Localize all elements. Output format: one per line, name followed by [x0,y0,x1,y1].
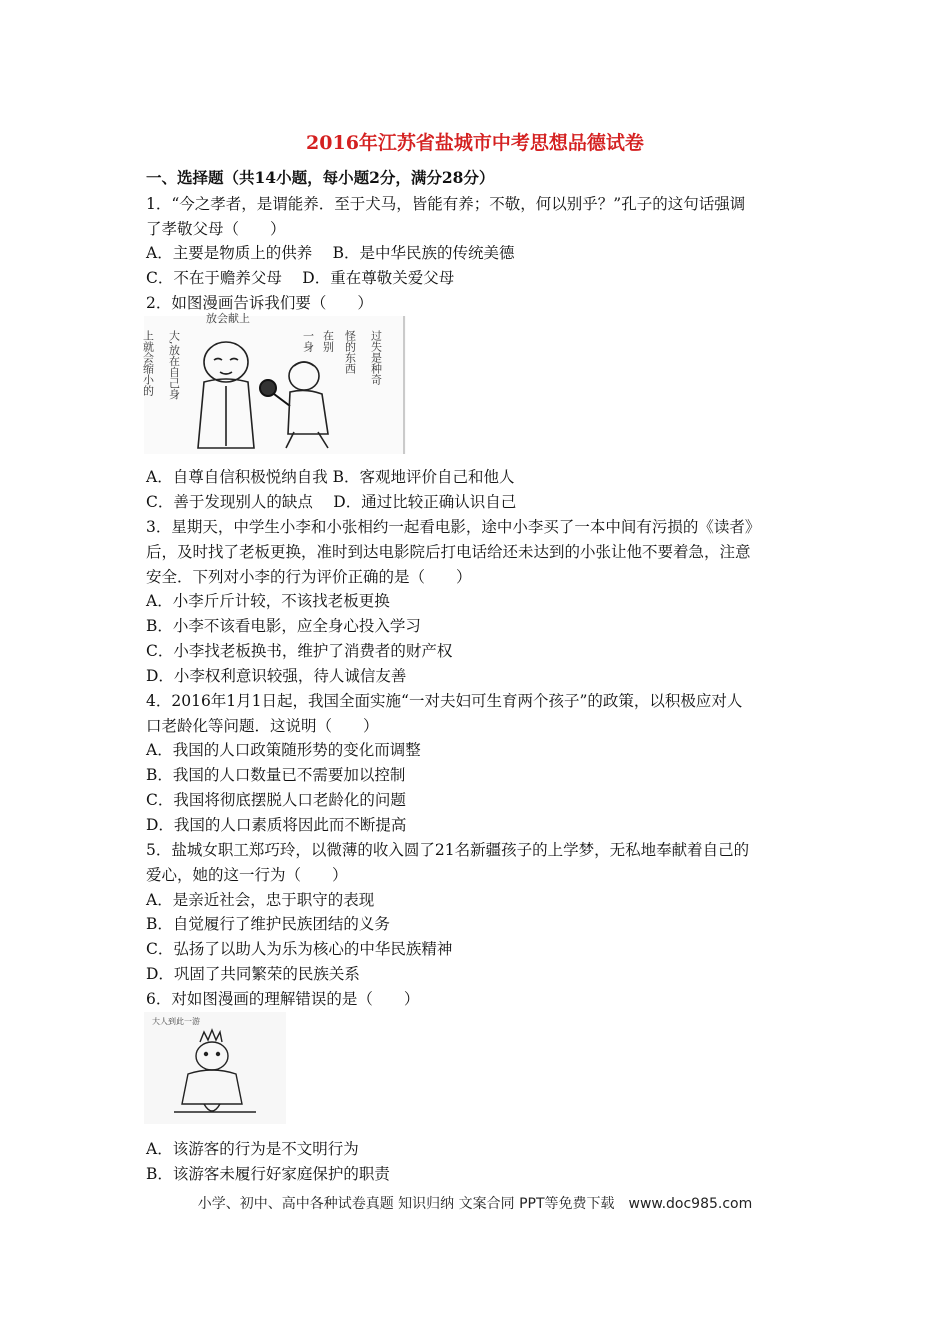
cartoon-text-col2: 大,放在自己身 [167,330,181,400]
q4-stem-line1: 4．2016年1月1日起，我国全面实施“一对夫妇可生育两个孩子”的政策，以积极应对人 [146,692,743,710]
cartoon-text-col4: 一身 [301,330,315,352]
q3-stem-line3: 安全．下列对小李的行为评价正确的是（ ） [146,568,472,586]
q5-option-b: B．自觉履行了维护民族团结的义务 [146,915,390,933]
q3-option-d: D．小李权利意识较强，待人诚信友善 [146,667,407,685]
q3-option-b: B．小李不该看电影，应全身心投入学习 [146,617,421,635]
q3-option-c: C．小李找老板换书，维护了消费者的财产权 [146,642,453,660]
q1-stem-line1: 1．“今之孝者，是谓能养．至于犬马，皆能有养；不敬，何以别乎？”孔子的这句话强调 [146,195,746,213]
q4-option-b: B．我国的人口数量已不需要加以控制 [146,766,406,784]
q5-stem-line2: 爱心，她的这一行为（ ） [146,866,348,884]
q4-option-d: D．我国的人口素质将因此而不断提高 [146,816,407,834]
q2-options-cd: C．善于发现别人的缺点 D．通过比较正确认识自己 [146,493,517,511]
q3-stem-line2: 后，及时找了老板更换，准时到达电影院后打电话给还未达到的小张让他不要着急，注意 [146,543,751,561]
q4-stem-line2: 口老龄化等问题．这说明（ ） [146,717,379,735]
q4-option-c: C．我国将彻底摆脱人口老龄化的问题 [146,791,406,809]
q2-stem: 2．如图漫画告诉我们要（ ） [146,294,373,312]
q4-option-a: A．我国的人口政策随形势的变化而调整 [146,741,421,759]
q6-option-a: A．该游客的行为是不文明行为 [146,1140,359,1158]
cartoon-text-col1: 上就会缩小的 [141,330,155,396]
cartoon-tourist-image [144,1012,286,1124]
q2-options-ab: A．自尊自信积极悦纳自我 B．客观地评价自己和他人 [146,468,515,486]
footer-ad-text: 小学、初中、高中各种试卷真题 知识归纳 文案合同 PPT等免费下载 www.doc985.com [197,1196,753,1212]
section-heading: 一、选择题（共14小题，每小题2分，满分28分） [146,168,495,187]
q6-option-b: B．该游客未履行好家庭保护的职责 [146,1165,390,1183]
cartoon-text-col7: 过失是种奇 [369,330,383,385]
cartoon-text-col5: 在别 [321,330,335,352]
cartoon-magnifier-image [141,312,406,454]
q5-option-a: A．是亲近社会，忠于职守的表现 [146,891,375,909]
q6-stem: 6．对如图漫画的理解错误的是（ ） [146,990,420,1008]
q1-options-cd: C．不在于赡养父母 D．重在尊敬关爱父母 [146,269,455,287]
cartoon-text-col3: 放会献上 [206,312,250,325]
cartoon-caption: 大人到此一游 [152,1017,200,1026]
q5-option-c: C．弘扬了以助人为乐为核心的中华民族精神 [146,940,453,958]
q3-option-a: A．小李斤斤计较，不该找老板更换 [146,592,390,610]
q5-stem-line1: 5．盐城女职工郑巧玲，以微薄的收入圆了21名新疆孩子的上学梦，无私地奉献着自己的 [146,841,750,859]
q5-option-d: D．巩固了共同繁荣的民族关系 [146,965,360,983]
page-title: 2016年江苏省盐城市中考思想品德试卷 [306,132,644,154]
q3-stem-line1: 3．星期天，中学生小李和小张相约一起看电影，途中小李买了一本中间有污损的《读者》 [146,518,761,536]
cartoon-text-col6: 怪的东西 [343,330,357,374]
q1-stem-line2: 了孝敬父母（ ） [146,220,286,238]
q1-options-ab: A．主要是物质上的供养 B．是中华民族的传统美德 [146,244,515,262]
